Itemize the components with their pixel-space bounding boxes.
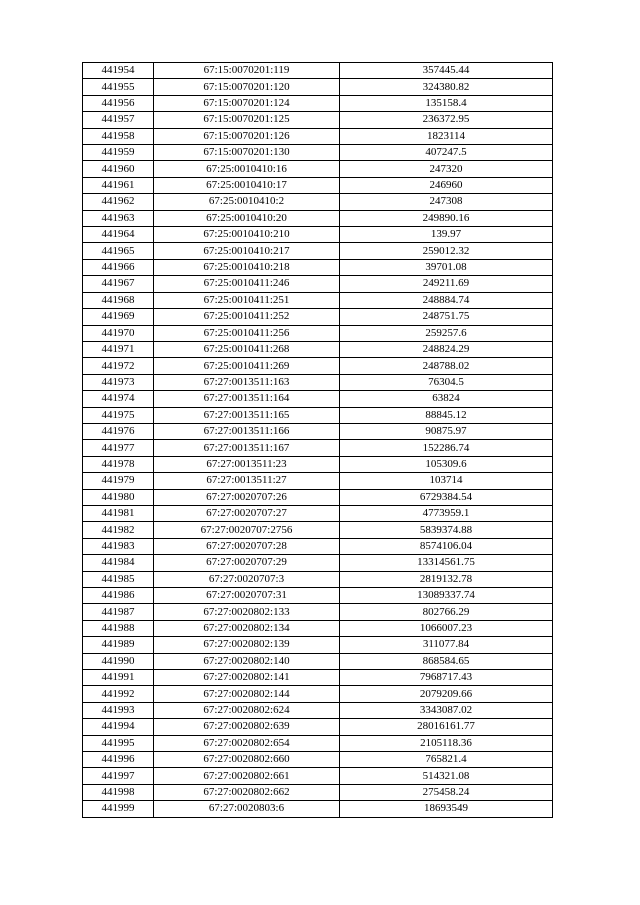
row-number-cell: 441991 [83,670,154,686]
table-row [83,752,553,768]
table-row [83,292,553,308]
cadastral-number-cell: 67:27:0020707:3 [154,571,340,587]
cadastral-number-cell: 67:27:0020802:134 [154,620,340,636]
value-cell: 247320 [340,161,553,177]
cadastral-number-cell: 67:25:0010410:20 [154,210,340,226]
cadastral-number-cell: 67:25:0010411:246 [154,276,340,292]
value-cell: 28016161.77 [340,719,553,735]
value-cell: 246960 [340,177,553,193]
cadastral-number-cell: 67:27:0020802:624 [154,702,340,718]
row-number-cell: 441966 [83,259,154,275]
table-row [83,63,553,79]
value-cell: 2105118.36 [340,735,553,751]
row-number-cell: 441976 [83,423,154,439]
cadastral-number-cell: 67:25:0010410:17 [154,177,340,193]
table-row [83,276,553,292]
cadastral-number-cell: 67:25:0010411:251 [154,292,340,308]
cadastral-number-cell: 67:27:0020802:662 [154,784,340,800]
table-row [83,210,553,226]
table-row [83,374,553,390]
table-row [83,735,553,751]
value-cell: 259257.6 [340,325,553,341]
value-cell: 248884.74 [340,292,553,308]
cadastral-number-cell: 67:15:0070201:126 [154,128,340,144]
value-cell: 13314561.75 [340,555,553,571]
value-cell: 18693549 [340,801,553,817]
cadastral-number-cell: 67:15:0070201:119 [154,63,340,79]
cadastral-number-cell: 67:27:0020802:140 [154,653,340,669]
table-row [83,145,553,161]
cadastral-number-cell: 67:27:0020707:27 [154,505,340,521]
value-cell: 311077.84 [340,637,553,653]
table-row [83,719,553,735]
row-number-cell: 441998 [83,784,154,800]
row-number-cell: 441960 [83,161,154,177]
row-number-cell: 441981 [83,505,154,521]
value-cell: 139.97 [340,227,553,243]
cadastral-number-cell: 67:25:0010410:16 [154,161,340,177]
table-row [83,473,553,489]
row-number-cell: 441968 [83,292,154,308]
row-number-cell: 441988 [83,620,154,636]
cadastral-number-cell: 67:27:0020802:639 [154,719,340,735]
table-row [83,259,553,275]
document-page [82,62,552,818]
row-number-cell: 441990 [83,653,154,669]
table-row [83,702,553,718]
cadastral-number-cell: 67:25:0010410:217 [154,243,340,259]
table-row [83,440,553,456]
table-row [83,128,553,144]
value-cell: 259012.32 [340,243,553,259]
cadastral-number-cell: 67:27:0020803:6 [154,801,340,817]
cadastral-number-cell: 67:27:0020802:144 [154,686,340,702]
cadastral-number-cell: 67:25:0010411:268 [154,341,340,357]
table-row [83,407,553,423]
table-row [83,588,553,604]
cadastral-number-cell: 67:27:0020707:28 [154,538,340,554]
cadastral-number-cell: 67:27:0020802:660 [154,752,340,768]
row-number-cell: 441963 [83,210,154,226]
cadastral-number-cell: 67:27:0020707:29 [154,555,340,571]
row-number-cell: 441962 [83,194,154,210]
table-row [83,341,553,357]
value-cell: 248824.29 [340,341,553,357]
value-cell: 236372.95 [340,112,553,128]
row-number-cell: 441967 [83,276,154,292]
value-cell: 4773959.1 [340,505,553,521]
cadastral-number-cell: 67:15:0070201:120 [154,79,340,95]
cadastral-number-cell: 67:27:0013511:23 [154,456,340,472]
row-number-cell: 441958 [83,128,154,144]
cadastral-number-cell: 67:27:0013511:163 [154,374,340,390]
table-row [83,423,553,439]
table-body [83,63,553,818]
row-number-cell: 441955 [83,79,154,95]
row-number-cell: 441982 [83,522,154,538]
value-cell: 249211.69 [340,276,553,292]
cadastral-number-cell: 67:27:0020802:141 [154,670,340,686]
value-cell: 5839374.88 [340,522,553,538]
table-row [83,95,553,111]
cadastral-number-cell: 67:25:0010411:252 [154,309,340,325]
value-cell: 868584.65 [340,653,553,669]
value-cell: 248751.75 [340,309,553,325]
cadastral-number-cell: 67:27:0020802:661 [154,768,340,784]
row-number-cell: 441992 [83,686,154,702]
cadastral-number-cell: 67:25:0010410:210 [154,227,340,243]
value-cell: 88845.12 [340,407,553,423]
row-number-cell: 441975 [83,407,154,423]
table-row [83,637,553,653]
cadastral-number-cell: 67:27:0013511:27 [154,473,340,489]
table-row [83,194,553,210]
cadastral-number-cell: 67:25:0010410:2 [154,194,340,210]
cadastral-number-cell: 67:25:0010411:256 [154,325,340,341]
cadastral-number-cell: 67:27:0020707:2756 [154,522,340,538]
value-cell: 765821.4 [340,752,553,768]
value-cell: 2819132.78 [340,571,553,587]
table-row [83,571,553,587]
value-cell: 152286.74 [340,440,553,456]
value-cell: 7968717.43 [340,670,553,686]
value-cell: 135158.4 [340,95,553,111]
table-row [83,358,553,374]
table-row [83,801,553,817]
row-number-cell: 441961 [83,177,154,193]
row-number-cell: 441985 [83,571,154,587]
cadastral-number-cell: 67:27:0013511:166 [154,423,340,439]
table-row [83,555,553,571]
value-cell: 1823114 [340,128,553,144]
value-cell: 324380.82 [340,79,553,95]
table-row [83,538,553,554]
row-number-cell: 441977 [83,440,154,456]
row-number-cell: 441974 [83,391,154,407]
cadastral-number-cell: 67:25:0010411:269 [154,358,340,374]
row-number-cell: 441994 [83,719,154,735]
value-cell: 39701.08 [340,259,553,275]
value-cell: 247308 [340,194,553,210]
table-row [83,177,553,193]
cadastral-number-cell: 67:27:0020802:654 [154,735,340,751]
cadastral-number-cell: 67:27:0013511:167 [154,440,340,456]
value-cell: 407247.5 [340,145,553,161]
table-row [83,227,553,243]
value-cell: 76304.5 [340,374,553,390]
row-number-cell: 441959 [83,145,154,161]
table-row [83,784,553,800]
row-number-cell: 441969 [83,309,154,325]
cadastral-number-cell: 67:15:0070201:125 [154,112,340,128]
value-cell: 248788.02 [340,358,553,374]
data-table [82,62,553,818]
table-row [83,670,553,686]
value-cell: 63824 [340,391,553,407]
table-row [83,489,553,505]
value-cell: 8574106.04 [340,538,553,554]
table-row [83,243,553,259]
value-cell: 103714 [340,473,553,489]
table-row [83,309,553,325]
value-cell: 249890.16 [340,210,553,226]
cadastral-number-cell: 67:27:0020802:133 [154,604,340,620]
value-cell: 105309.6 [340,456,553,472]
row-number-cell: 441989 [83,637,154,653]
cadastral-number-cell: 67:27:0020707:31 [154,588,340,604]
cadastral-number-cell: 67:27:0013511:164 [154,391,340,407]
table-row [83,161,553,177]
table-row [83,522,553,538]
table-row [83,686,553,702]
cadastral-number-cell: 67:15:0070201:130 [154,145,340,161]
row-number-cell: 441993 [83,702,154,718]
value-cell: 802766.29 [340,604,553,620]
table-row [83,79,553,95]
table-row [83,653,553,669]
row-number-cell: 441999 [83,801,154,817]
row-number-cell: 441957 [83,112,154,128]
row-number-cell: 441954 [83,63,154,79]
value-cell: 357445.44 [340,63,553,79]
row-number-cell: 441965 [83,243,154,259]
cadastral-number-cell: 67:27:0020707:26 [154,489,340,505]
row-number-cell: 441978 [83,456,154,472]
value-cell: 1066007.23 [340,620,553,636]
table-row [83,391,553,407]
row-number-cell: 441997 [83,768,154,784]
table-row [83,505,553,521]
table-row [83,456,553,472]
value-cell: 514321.08 [340,768,553,784]
table-row [83,112,553,128]
table-row [83,604,553,620]
table-row [83,620,553,636]
cadastral-number-cell: 67:25:0010410:218 [154,259,340,275]
row-number-cell: 441964 [83,227,154,243]
cadastral-number-cell: 67:27:0013511:165 [154,407,340,423]
row-number-cell: 441984 [83,555,154,571]
row-number-cell: 441979 [83,473,154,489]
row-number-cell: 441995 [83,735,154,751]
cadastral-number-cell: 67:27:0020802:139 [154,637,340,653]
value-cell: 13089337.74 [340,588,553,604]
value-cell: 3343087.02 [340,702,553,718]
row-number-cell: 441996 [83,752,154,768]
row-number-cell: 441986 [83,588,154,604]
value-cell: 6729384.54 [340,489,553,505]
value-cell: 275458.24 [340,784,553,800]
row-number-cell: 441970 [83,325,154,341]
row-number-cell: 441956 [83,95,154,111]
row-number-cell: 441973 [83,374,154,390]
row-number-cell: 441971 [83,341,154,357]
table-row [83,325,553,341]
row-number-cell: 441983 [83,538,154,554]
row-number-cell: 441980 [83,489,154,505]
table-row [83,768,553,784]
row-number-cell: 441987 [83,604,154,620]
row-number-cell: 441972 [83,358,154,374]
value-cell: 90875.97 [340,423,553,439]
value-cell: 2079209.66 [340,686,553,702]
cadastral-number-cell: 67:15:0070201:124 [154,95,340,111]
